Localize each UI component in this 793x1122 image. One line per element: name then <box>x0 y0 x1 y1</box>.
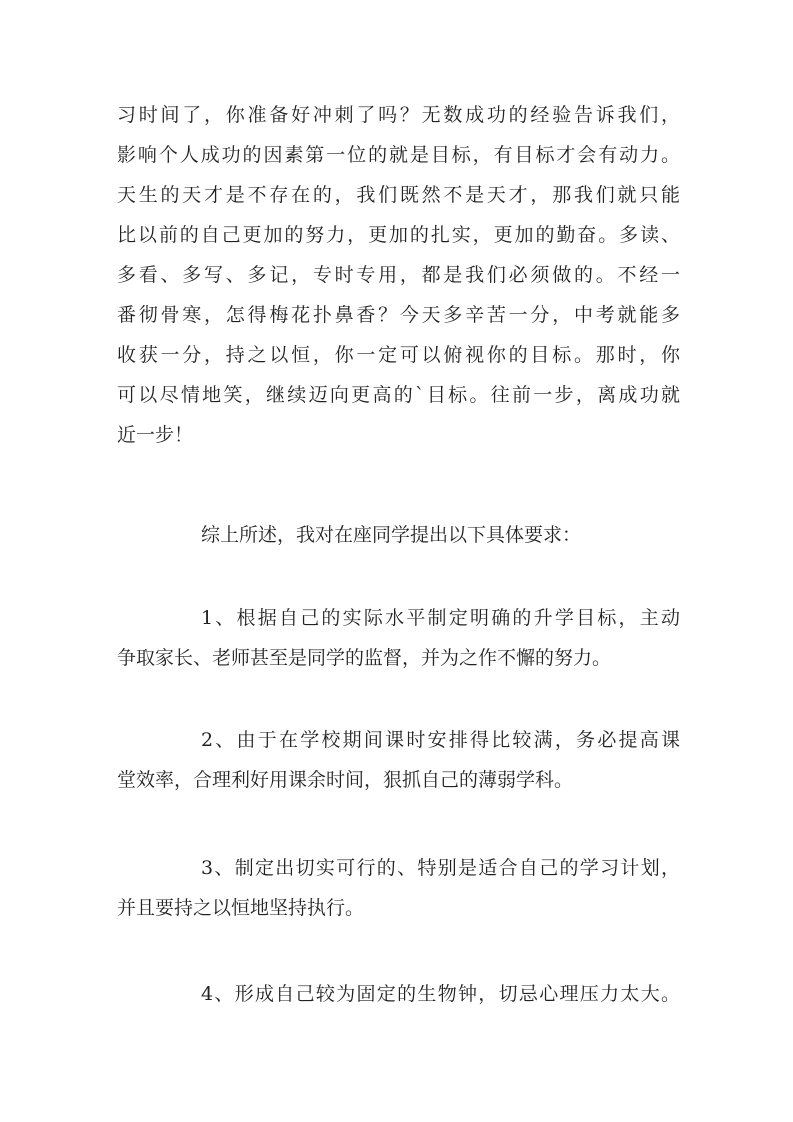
text-line: 收获一分，持之以恒，你一定可以俯视你的目标。那时，你 <box>117 344 680 366</box>
text-line: 综上所述，我对在座同学提出以下具体要求： <box>201 524 582 546</box>
text-line: 2、由于在学校期间课时安排得比较满，务必提高课 <box>201 729 680 751</box>
text-line: 多看、多写、多记，专时专用，都是我们必须做的。不经一 <box>117 264 680 286</box>
text-line: 可以尽情地笑，继续迈向更高的`目标。往前一步，离成功就 <box>117 384 680 406</box>
text-line: 1、根据自己的实际水平制定明确的升学目标，主动 <box>201 607 680 629</box>
paragraph-summary <box>117 515 680 555</box>
text-line: 习时间了，你准备好冲刺了吗？无数成功的经验告诉我们， <box>117 104 680 126</box>
text-line: 4、形成自己较为固定的生物钟，切忌心理压力太大。 <box>201 983 680 1005</box>
text-line: 争取家长、老师甚至是同学的监督，并为之作不懈的努力。 <box>117 647 612 669</box>
paragraph-requirement-1 <box>117 598 680 678</box>
text-line: 番彻骨寒，怎得梅花扑鼻香？今天多辛苦一分，中考就能多 <box>117 304 680 326</box>
text-line: 并且要持之以恒地坚持执行。 <box>117 897 365 919</box>
text-line: 近一步！ <box>117 424 194 446</box>
paragraph-intro <box>117 95 680 455</box>
paragraph-requirement-4 <box>117 974 680 1014</box>
paragraph-requirement-2 <box>117 720 680 800</box>
paragraph-requirement-3 <box>117 848 680 928</box>
text-line: 3、制定出切实可行的、特别是适合自己的学习计划， <box>201 857 680 879</box>
text-line: 天生的天才是不存在的，我们既然不是天才，那我们就只能 <box>117 184 680 206</box>
text-line: 比以前的自己更加的努力，更加的扎实，更加的勤奋。多读、 <box>117 224 680 246</box>
text-line: 堂效率，合理利好用课余时间，狠抓自己的薄弱学科。 <box>117 769 574 791</box>
text-line: 影响个人成功的因素第一位的就是目标，有目标才会有动力。 <box>117 144 680 166</box>
